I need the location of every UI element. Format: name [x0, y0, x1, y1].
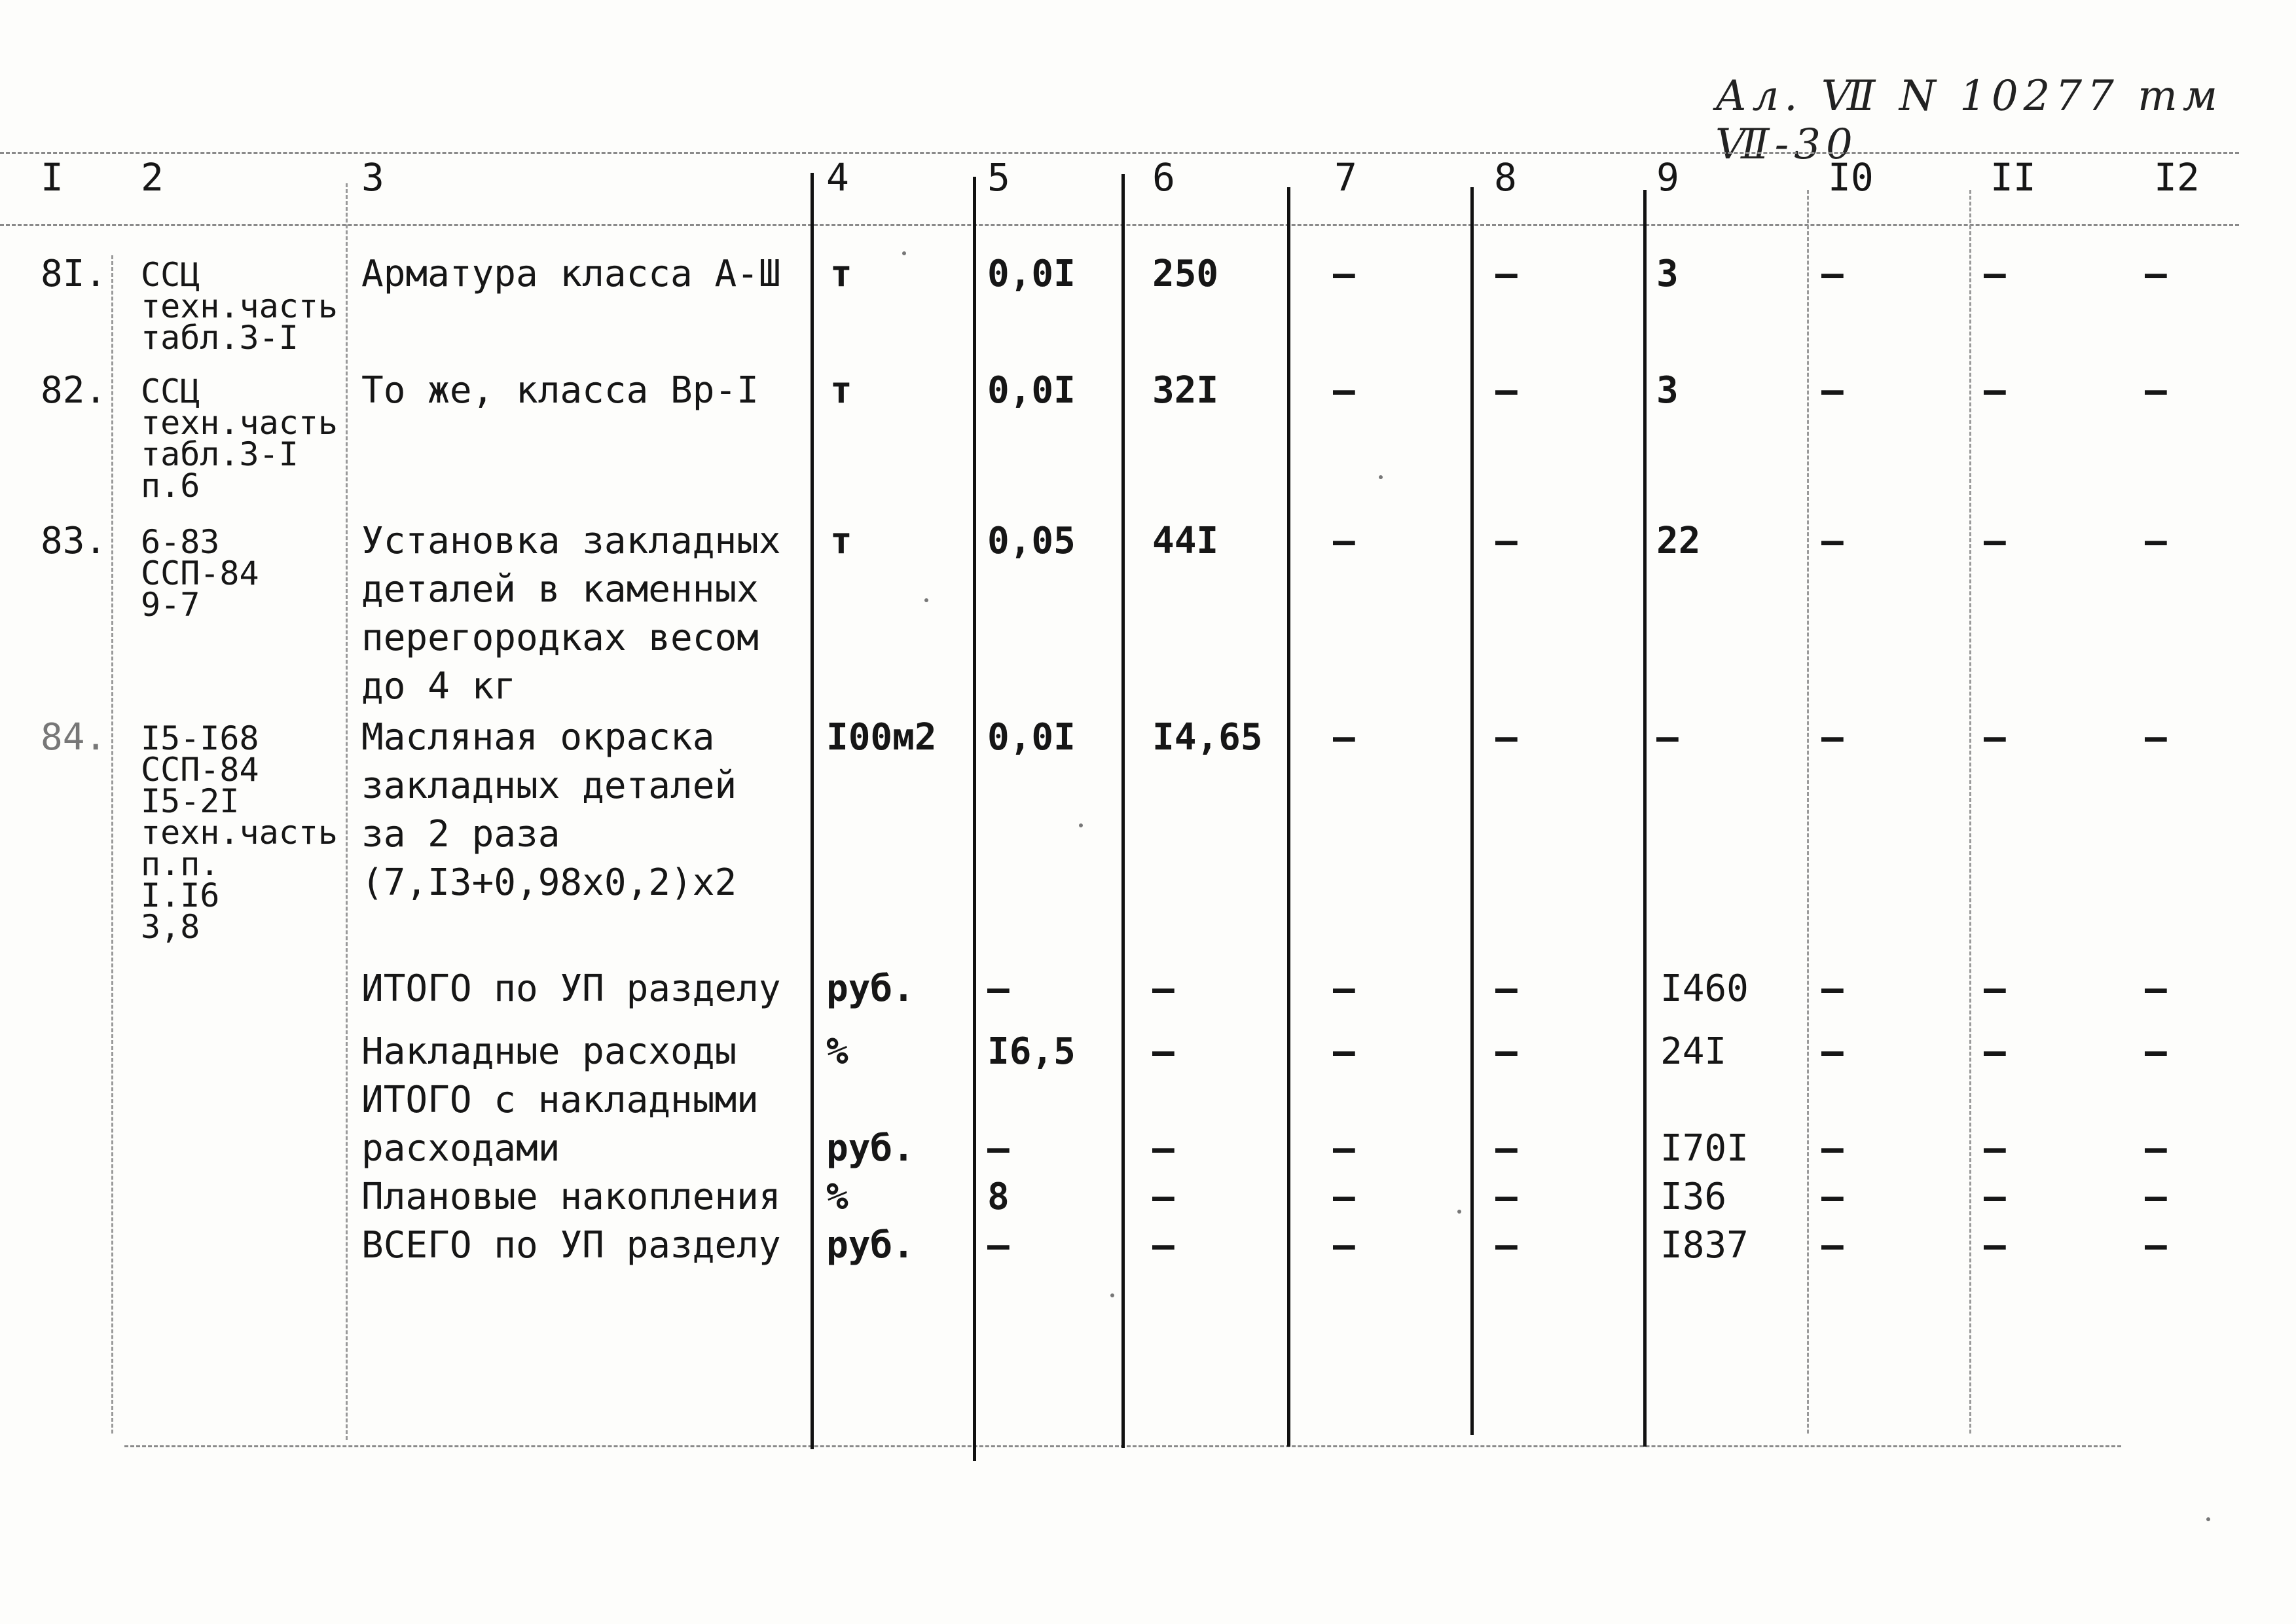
- summary-label: ИТОГО с накладными: [361, 1079, 759, 1121]
- summary-unit: руб.: [826, 1224, 915, 1267]
- summary-cell-11: –: [1984, 1127, 2006, 1170]
- row-cell-5: 0,0I: [987, 716, 1076, 759]
- row-name-line: закладных деталей: [361, 765, 737, 807]
- row-unit: т: [830, 369, 852, 412]
- row-number: 8I.: [41, 253, 107, 295]
- row-cell-9: 22: [1656, 520, 1701, 562]
- row-cell-11: –: [1984, 369, 2006, 412]
- summary-cell-6: –: [1152, 1030, 1175, 1073]
- row-cell-8: –: [1495, 716, 1518, 759]
- row-cell-10: –: [1821, 253, 1844, 295]
- row-basis-line: ССЦ: [141, 372, 200, 410]
- summary-cell-9: I36: [1660, 1176, 1727, 1218]
- row-basis-line: 9-7: [141, 586, 200, 624]
- summary-cell-12: –: [2145, 1176, 2167, 1218]
- row-cell-5: 0,05: [987, 520, 1076, 562]
- summary-cell-11: –: [1984, 1224, 2006, 1267]
- summary-cell-5: –: [987, 1127, 1010, 1170]
- summary-unit: руб.: [826, 967, 915, 1010]
- archive-stamp: Ал. Ⅶ N 10277 тм Ⅶ-30: [1715, 72, 2223, 169]
- row-cell-9: 3: [1656, 369, 1679, 412]
- summary-cell-12: –: [2145, 1127, 2167, 1170]
- summary-label: расходами: [361, 1127, 560, 1170]
- summary-cell-10: –: [1821, 1224, 1844, 1267]
- row-unit: т: [830, 253, 852, 295]
- column-header-12: I2: [2154, 155, 2200, 200]
- row-basis-line: техн.часть: [141, 404, 338, 442]
- column-header-3: 3: [361, 155, 384, 200]
- summary-unit: %: [826, 1030, 848, 1073]
- scan-speck: [1110, 1293, 1114, 1297]
- row-basis-line: ССП-84: [141, 751, 259, 789]
- col-divider-9: [1807, 190, 1809, 1434]
- summary-cell-11: –: [1984, 967, 2006, 1010]
- row-cell-12: –: [2145, 253, 2167, 295]
- header-bottom-rule: [0, 224, 2239, 226]
- summary-cell-8: –: [1495, 967, 1518, 1010]
- row-unit: т: [830, 520, 852, 562]
- scan-speck: [1379, 475, 1383, 479]
- row-cell-5: 0,0I: [987, 369, 1076, 412]
- summary-cell-7: –: [1333, 1030, 1355, 1073]
- row-basis-line: I.I6: [141, 876, 220, 914]
- column-header-8: 8: [1494, 155, 1517, 200]
- row-cell-9: –: [1656, 716, 1679, 759]
- summary-cell-5: I6,5: [987, 1030, 1076, 1073]
- row-cell-8: –: [1495, 520, 1518, 562]
- column-header-1: I: [41, 155, 64, 200]
- scan-speck: [1457, 1210, 1461, 1214]
- row-basis-line: п.6: [141, 467, 200, 505]
- row-cell-6: 44I: [1152, 520, 1219, 562]
- summary-cell-12: –: [2145, 1224, 2167, 1267]
- row-name-line: Установка закладных: [361, 520, 781, 562]
- row-number: 82.: [41, 369, 107, 412]
- row-cell-5: 0,0I: [987, 253, 1076, 295]
- summary-unit: %: [826, 1176, 848, 1218]
- summary-cell-7: –: [1333, 967, 1355, 1010]
- row-cell-6: I4,65: [1152, 716, 1263, 759]
- row-basis-line: п.п.: [141, 845, 220, 883]
- row-cell-8: –: [1495, 253, 1518, 295]
- summary-cell-8: –: [1495, 1127, 1518, 1170]
- row-number: 83.: [41, 520, 107, 562]
- column-header-6: 6: [1152, 155, 1175, 200]
- summary-cell-9: I70I: [1660, 1127, 1749, 1170]
- summary-cell-10: –: [1821, 1176, 1844, 1218]
- summary-cell-9: 24I: [1660, 1030, 1727, 1073]
- row-basis-line: ССЦ: [141, 256, 200, 294]
- scan-speck: [1079, 823, 1083, 827]
- summary-label: ВСЕГО по УП разделу: [361, 1224, 781, 1267]
- row-name-line: Арматура класса А-Ш: [361, 253, 781, 295]
- row-name-line: перегородках весом: [361, 617, 759, 659]
- row-basis-line: техн.часть: [141, 814, 338, 852]
- row-name-line: То же, класса Вр-I: [361, 369, 759, 412]
- col-divider-7: [1470, 187, 1474, 1435]
- summary-label: ИТОГО по УП разделу: [361, 967, 781, 1010]
- col-divider-10: [1969, 190, 1971, 1434]
- column-header-5: 5: [987, 155, 1010, 200]
- row-basis-line: I5-I68: [141, 719, 259, 757]
- summary-cell-8: –: [1495, 1224, 1518, 1267]
- row-cell-10: –: [1821, 369, 1844, 412]
- col-divider-3: [811, 173, 814, 1449]
- summary-cell-10: –: [1821, 1030, 1844, 1073]
- row-basis-line: 3,8: [141, 908, 200, 946]
- col-divider-6: [1287, 187, 1290, 1447]
- summary-cell-9: I460: [1660, 967, 1749, 1010]
- summary-cell-5: –: [987, 967, 1010, 1010]
- summary-cell-7: –: [1333, 1127, 1355, 1170]
- row-basis-line: табл.3-I: [141, 435, 299, 473]
- summary-cell-7: –: [1333, 1176, 1355, 1218]
- row-cell-11: –: [1984, 520, 2006, 562]
- summary-cell-6: –: [1152, 967, 1175, 1010]
- row-name-line: за 2 раза: [361, 813, 560, 856]
- summary-cell-12: –: [2145, 967, 2167, 1010]
- summary-cell-6: –: [1152, 1224, 1175, 1267]
- row-name-line: деталей в каменных: [361, 568, 759, 611]
- scan-speck: [902, 251, 906, 255]
- summary-cell-5: –: [987, 1224, 1010, 1267]
- row-cell-9: 3: [1656, 253, 1679, 295]
- column-header-7: 7: [1334, 155, 1357, 200]
- summary-cell-9: I837: [1660, 1224, 1749, 1267]
- row-number: 84.: [41, 716, 107, 759]
- row-cell-7: –: [1333, 520, 1355, 562]
- row-cell-11: –: [1984, 716, 2006, 759]
- row-unit: I00м2: [826, 716, 937, 759]
- summary-cell-11: –: [1984, 1030, 2006, 1073]
- row-cell-11: –: [1984, 253, 2006, 295]
- summary-cell-7: –: [1333, 1224, 1355, 1267]
- column-header-2: 2: [141, 155, 164, 200]
- row-cell-10: –: [1821, 716, 1844, 759]
- row-basis-line: техн.часть: [141, 287, 338, 325]
- summary-label: Накладные расходы: [361, 1030, 737, 1073]
- row-basis-line: ССП-84: [141, 554, 259, 592]
- row-cell-6: 32I: [1152, 369, 1219, 412]
- col-divider-8: [1643, 190, 1647, 1447]
- header-top-rule: [0, 152, 2239, 154]
- row-cell-6: 250: [1152, 253, 1219, 295]
- summary-cell-5: 8: [987, 1176, 1010, 1218]
- row-cell-7: –: [1333, 253, 1355, 295]
- summary-cell-6: –: [1152, 1127, 1175, 1170]
- row-cell-8: –: [1495, 369, 1518, 412]
- column-header-10: I0: [1828, 155, 1874, 200]
- summary-unit: руб.: [826, 1127, 915, 1170]
- row-cell-7: –: [1333, 716, 1355, 759]
- scan-speck: [2206, 1517, 2210, 1521]
- summary-cell-10: –: [1821, 1127, 1844, 1170]
- row-basis-line: табл.3-I: [141, 319, 299, 357]
- row-name-line: Масляная окраска: [361, 716, 715, 759]
- row-basis-line: I5-2I: [141, 782, 240, 820]
- summary-cell-12: –: [2145, 1030, 2167, 1073]
- summary-cell-10: –: [1821, 967, 1844, 1010]
- row-cell-12: –: [2145, 369, 2167, 412]
- row-basis-line: 6-83: [141, 523, 220, 561]
- row-cell-7: –: [1333, 369, 1355, 412]
- summary-cell-6: –: [1152, 1176, 1175, 1218]
- summary-cell-8: –: [1495, 1176, 1518, 1218]
- row-cell-12: –: [2145, 520, 2167, 562]
- col-divider-4: [973, 177, 976, 1461]
- column-header-4: 4: [826, 155, 849, 200]
- summary-cell-11: –: [1984, 1176, 2006, 1218]
- col-divider-1: [111, 255, 113, 1434]
- scan-speck: [924, 598, 928, 602]
- summary-label: Плановые накопления: [361, 1176, 781, 1218]
- row-name-line: до 4 кг: [361, 665, 517, 708]
- column-header-11: II: [1990, 155, 2036, 200]
- summary-cell-8: –: [1495, 1030, 1518, 1073]
- row-cell-12: –: [2145, 716, 2167, 759]
- col-divider-2: [346, 183, 348, 1440]
- column-header-9: 9: [1656, 155, 1679, 200]
- row-cell-10: –: [1821, 520, 1844, 562]
- col-divider-5: [1121, 174, 1125, 1448]
- row-name-line: (7,I3+0,98x0,2)x2: [361, 861, 737, 904]
